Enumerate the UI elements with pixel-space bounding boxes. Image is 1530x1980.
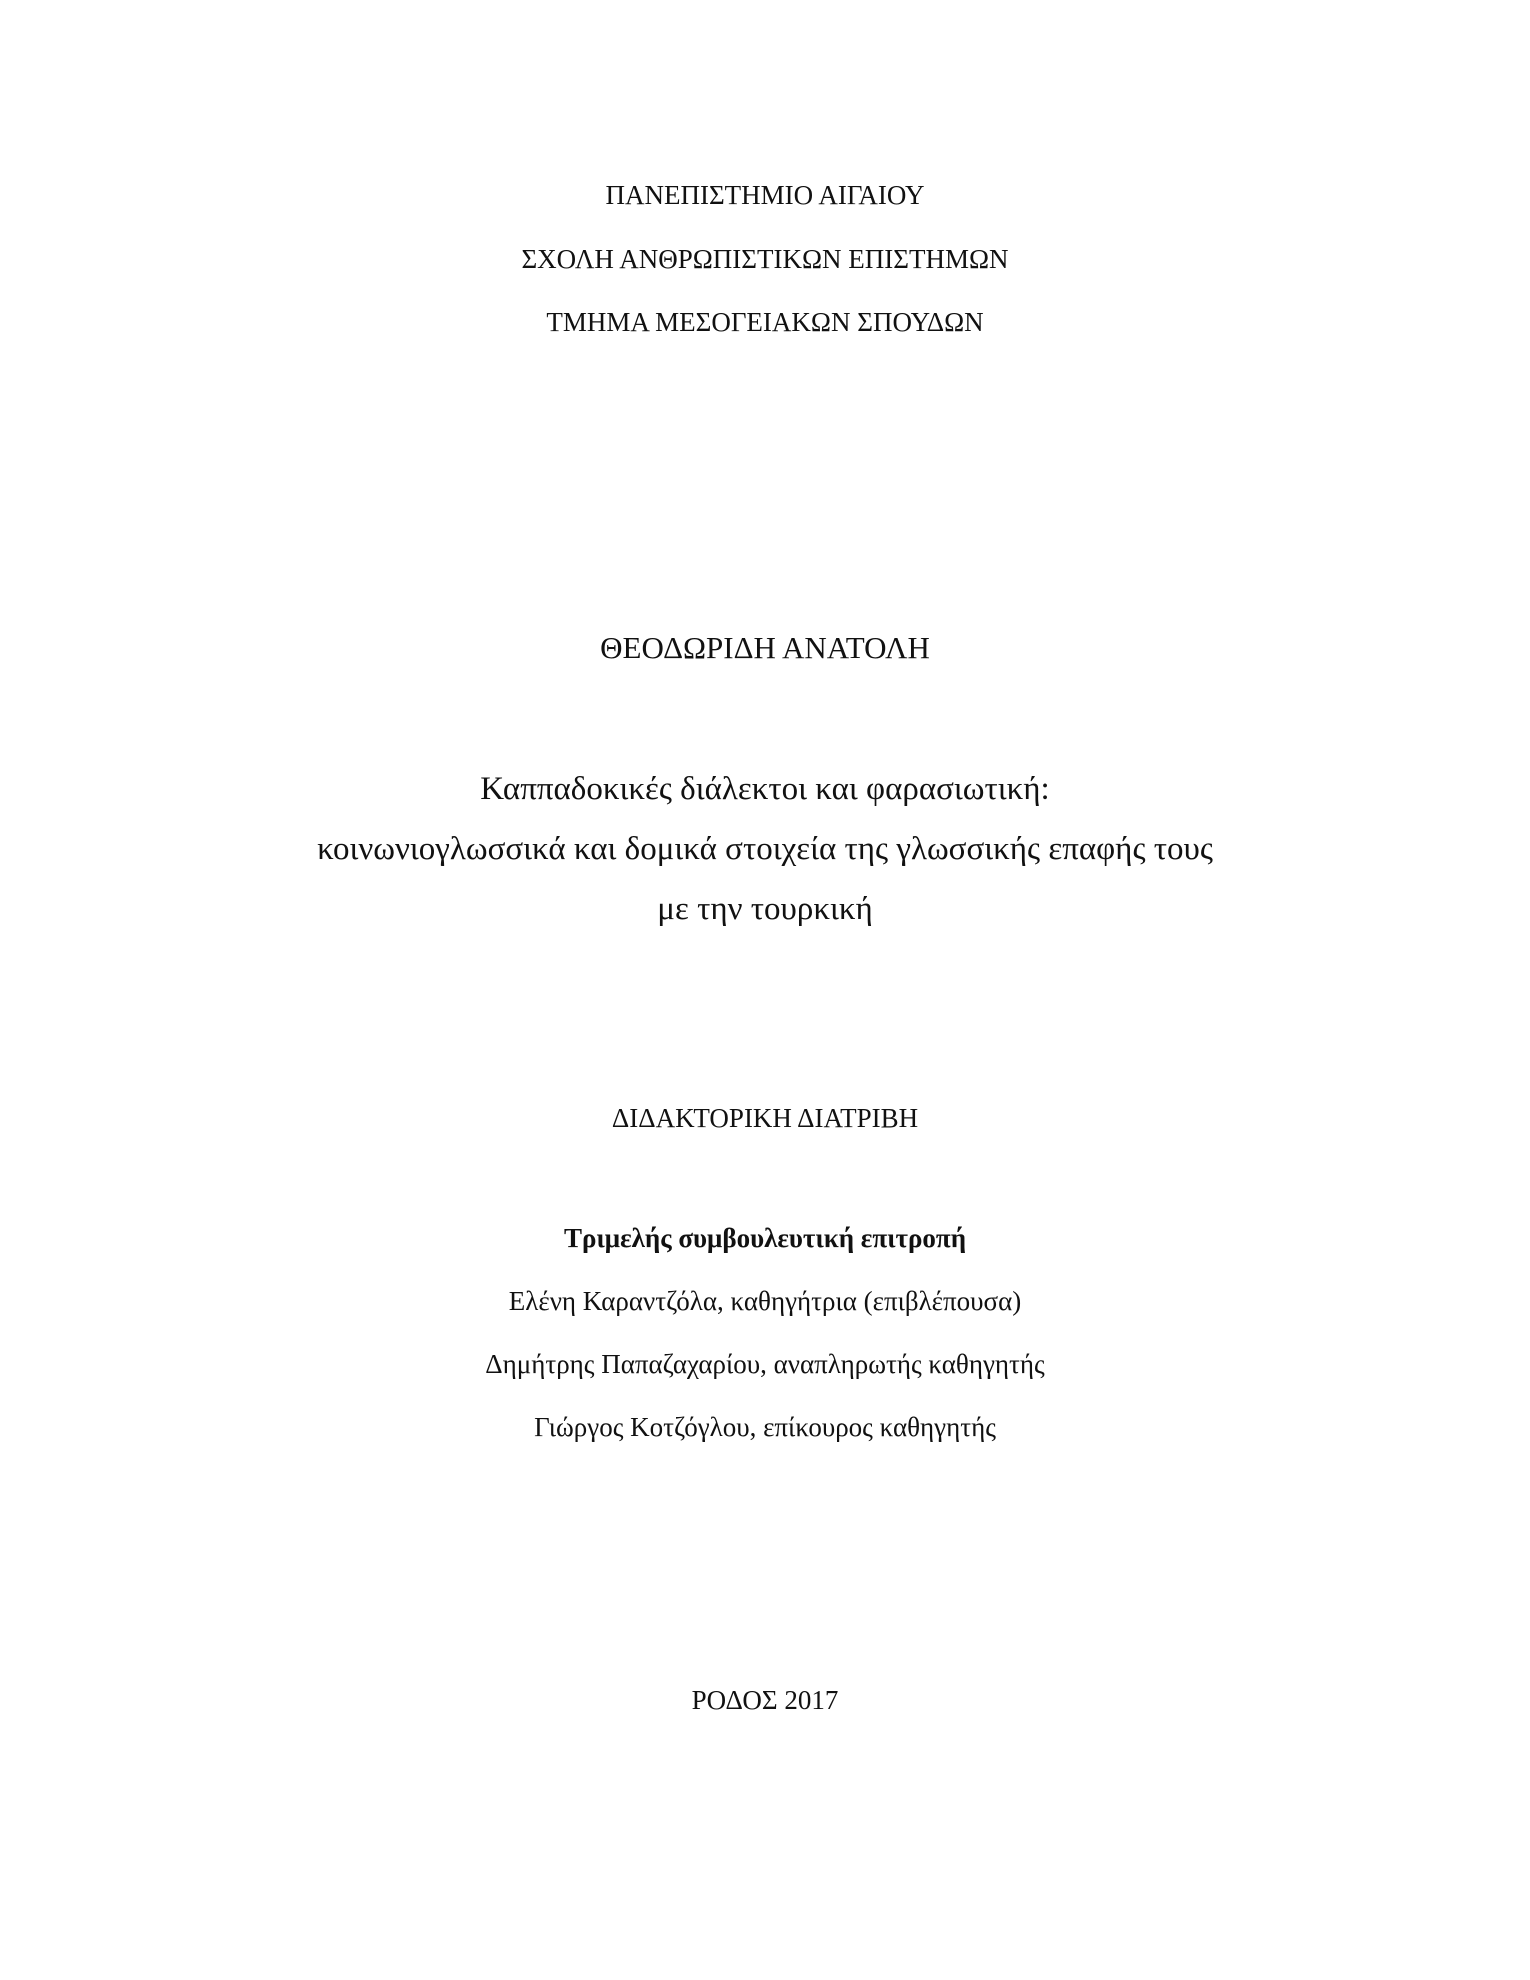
- document-type: ΔΙΔΑΚΤΟΡΙΚΗ ΔΙΑΤΡΙΒΗ: [611, 1103, 919, 1133]
- committee-member: Δημήτρης Παπαζαχαρίου, αναπληρωτής καθηγητής: [485, 1349, 1045, 1379]
- committee-member: Ελένη Καραντζόλα, καθηγήτρια (επιβλέπουσα): [508, 1286, 1022, 1316]
- school-name: ΣΧΟΛΗ ΑΝΘΡΩΠΙΣΤΙΚΩΝ ΕΠΙΣΤΗΜΩΝ: [521, 244, 1009, 274]
- department-name: ΤΜΗΜΑ ΜΕΣΟΓΕΙΑΚΩΝ ΣΠΟΥΔΩΝ: [546, 307, 984, 337]
- committee-heading: Τριμελής συμβουλευτική επιτροπή: [563, 1223, 967, 1253]
- thesis-title-line-2: κοινωνιογλωσσικά και δομικά στοιχεία της γλωσσικής επαφής τους: [317, 831, 1213, 867]
- place-and-year: ΡΟΔΟΣ 2017: [691, 1685, 839, 1715]
- committee-member: Γιώργος Κοτζόγλου, επίκουρος καθηγητής: [534, 1412, 996, 1442]
- university-name: ΠΑΝΕΠΙΣΤΗΜΙΟ ΑΙΓΑΙΟΥ: [605, 180, 925, 210]
- thesis-title-line-1: Καππαδοκικές διάλεκτοι και φαρασιωτική:: [480, 771, 1050, 807]
- thesis-title-line-3: με την τουρκική: [657, 891, 873, 927]
- author-name: ΘΕΟΔΩΡΙΔΗ ΑΝΑΤΟΛΗ: [600, 630, 930, 665]
